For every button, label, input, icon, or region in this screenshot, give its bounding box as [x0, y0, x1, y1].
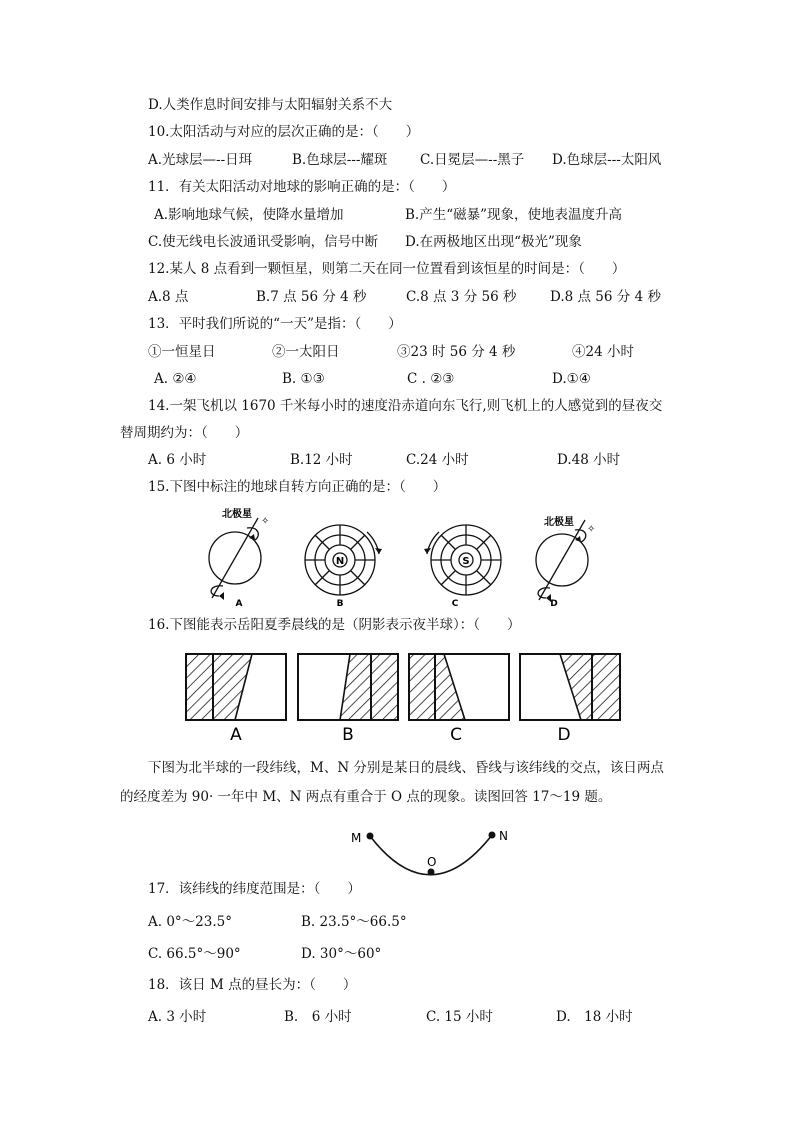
fig16-label-a: A [230, 725, 242, 745]
fig17-point-n: N [499, 829, 508, 843]
q12-option-b: B.7 点 56 分 4 秒 [256, 289, 367, 305]
intro-line-1: 下图为北半球的一段纬线，M、N 分别是某日的晨线、昏线与该纬线的交点，该日两点 [148, 760, 664, 776]
fig15-label-a: A [235, 599, 243, 609]
q11-option-a: A.影响地球气候，使降水量增加 [154, 207, 344, 223]
q18-option-d: D. 18 小时 [556, 1009, 633, 1025]
q11-option-b: B.产生“磁暴”现象，使地表温度升高 [405, 207, 623, 223]
q14-option-c: C.24 小时 [406, 452, 469, 468]
fig17-point-o: O [427, 855, 437, 869]
q17-option-a: A. 0°～23.5° [148, 914, 232, 930]
q17-stem: 17．该纬线的纬度范围是：（ ） [148, 881, 361, 897]
q17-option-d: D. 30°～60° [301, 946, 382, 962]
q15-stem: 15.下图中标注的地球自转方向正确的是：（ ） [148, 479, 447, 495]
star-icon: ✧ [261, 516, 270, 527]
q13-option-a: A. ②④ [154, 371, 197, 387]
fig15-label-d: D [550, 599, 558, 609]
figure-17 [345, 822, 515, 882]
q12-stem: 12.某人 8 点看到一颗恒星，则第二天在同一位置看到该恒星的时间是：（ ） [148, 261, 626, 277]
q16-stem: 16.下图能表示岳阳夏季晨线的是（阴影表示夜半球）：（ ） [148, 617, 521, 633]
q17-option-b: B. 23.5°～66.5° [301, 914, 407, 930]
q11-option-d: D.在两极地区出现“极光”现象 [405, 234, 582, 250]
fig15-pole-n: N [335, 556, 345, 567]
q13-item-1: ①一恒星日 [148, 344, 216, 360]
q14-option-d: D.48 小时 [557, 452, 621, 468]
figure-16 [180, 650, 630, 745]
fig15-north-star-d: 北极星 [544, 517, 574, 528]
q10-option-c: C.日冕层—--黑子 [420, 152, 525, 168]
q13-item-3: ③23 时 56 分 4 秒 [397, 344, 516, 360]
q10-option-a: A.光球层—--日珥 [148, 152, 253, 168]
q13-item-2: ②一太阳日 [272, 344, 340, 360]
q13-option-d: D.①④ [552, 371, 591, 387]
q13-stem: 13．平时我们所说的“一天”是指：（ ） [148, 316, 402, 332]
q10-option-b: B.色球层---耀斑 [292, 152, 388, 168]
q12-option-d: D.8 点 56 分 4 秒 [550, 289, 661, 305]
q13-option-c: C . ②③ [407, 371, 455, 387]
q14-stem-2: 替周期约为：（ ） [120, 425, 249, 441]
star-icon: ✧ [587, 524, 596, 535]
q14-stem-1: 14.一架飞机以 1670 千米每小时的速度沿赤道向东飞行,则飞机上的人感觉到的昼夜交 [148, 398, 663, 414]
q10-option-d: D.色球层---太阳风 [552, 152, 662, 168]
fig15-label-b: B [336, 599, 344, 609]
fig16-label-d: D [557, 725, 571, 745]
q14-option-b: B.12 小时 [290, 452, 353, 468]
q17-option-c: C. 66.5°～90° [148, 946, 241, 962]
q18-stem: 18．该日 M 点的昼长为：（ ） [148, 977, 357, 993]
q18-option-c: C. 15 小时 [426, 1009, 493, 1025]
fig15-pole-s: S [462, 556, 470, 567]
q11-stem: 11．有关太阳活动对地球的影响正确的是：（ ） [148, 179, 456, 195]
fig16-label-c: C [450, 725, 462, 745]
q9-option-d: D.人类作息时间安排与太阳辐射关系不大 [148, 97, 393, 113]
q10-stem: 10.太阳活动与对应的层次正确的是：（ ） [148, 124, 420, 140]
q18-option-b: B. 6 小时 [284, 1009, 352, 1025]
fig17-point-m: M [351, 831, 362, 845]
intro-line-2: 的经度差为 90· 一年中 M、N 两点有重合于 O 点的现象。读图回答 17～19 题。 [120, 789, 612, 805]
fig15-label-c: C [451, 599, 459, 609]
fig15-north-star-a: 北极星 [222, 509, 252, 520]
q11-option-c: C.使无线电长波通讯受影响，信号中断 [148, 234, 379, 250]
q13-item-4: ④24 小时 [572, 344, 634, 360]
q12-option-a: A.8 点 [148, 289, 189, 305]
q14-option-a: A. 6 小时 [148, 452, 207, 468]
q18-option-a: A. 3 小时 [148, 1009, 207, 1025]
fig16-label-b: B [342, 725, 354, 745]
q13-option-b: B. ①③ [282, 371, 325, 387]
figure-15 [195, 504, 615, 612]
q12-option-c: C.8 点 3 分 56 秒 [406, 289, 517, 305]
